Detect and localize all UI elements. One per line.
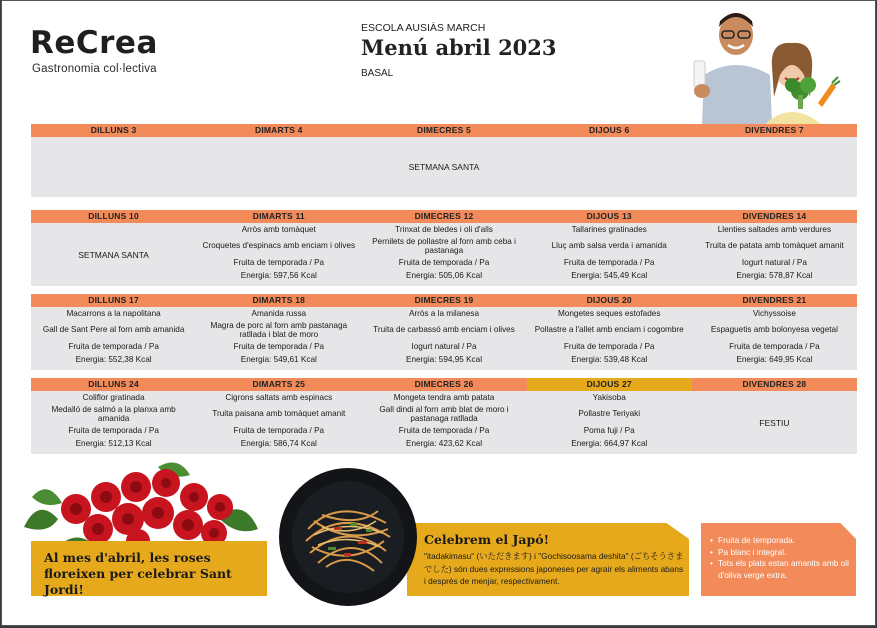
energy-value: Energia: 512,13 Kcal [75, 439, 152, 449]
day-header: DIVENDRES 28 [692, 378, 857, 391]
day-header: DIMECRES 26 [361, 378, 526, 391]
week-1-day-headers [31, 124, 857, 137]
day-header: DIMARTS 25 [196, 378, 361, 391]
first-course: Arròs a la milanesa [408, 308, 480, 318]
week-1-body [31, 137, 857, 197]
diet-label: BASAL [361, 68, 394, 79]
first-course: Tallarines gratinades [571, 224, 647, 234]
second-course: Truita de carbassó amb enciam i olives [373, 325, 515, 335]
second-course: Pollastre Teriyaki [578, 409, 641, 419]
week-3-day-headers [31, 294, 857, 307]
week-3 [31, 294, 857, 370]
week-2-body [31, 223, 857, 286]
week-4-body [31, 391, 857, 454]
second-course: Truita paisana amb tomàquet amanit [212, 409, 346, 419]
second-course: Espaguetis amb bolonyesa vegetal [710, 325, 838, 335]
first-course: Mongetes seques estofades [558, 308, 661, 318]
dessert: Fruita de temporada / Pa [398, 257, 490, 267]
second-course: Lluç amb salsa verda i amanida [551, 241, 667, 251]
energy-value: Energia: 578,87 Kcal [736, 271, 813, 281]
week-1 [31, 124, 857, 197]
second-course: Pernilets de pollastre al forn amb ceba i pastanaga [372, 236, 516, 255]
day-header: DILLUNS 10 [31, 210, 196, 223]
second-course: Pollastre a l'allet amb enciam i cogombre [534, 325, 684, 335]
day-cell [527, 391, 692, 454]
day-cell [527, 223, 692, 286]
day-header: DIMECRES 12 [361, 210, 526, 223]
second-course: Magra de porc al forn amb pastanaga ratllada i blat de moro [210, 320, 348, 339]
brand-logo: ReCrea [30, 25, 158, 61]
dessert: Iogurt natural / Pa [741, 257, 807, 267]
week-4 [31, 378, 857, 454]
day-header: DIMARTS 11 [196, 210, 361, 223]
day-header: DIMECRES 19 [361, 294, 526, 307]
first-course: Macarrons a la napolitana [66, 308, 161, 318]
first-course: Coliflor gratinada [82, 392, 145, 402]
first-course: Cigrons saltats amb espinacs [225, 392, 333, 402]
day-cell [196, 307, 361, 370]
dessert: Fruita de temporada / Pa [233, 341, 325, 351]
note-item: • Tots els plats estan amanits amb oli d'oliva verge extra. [710, 558, 850, 581]
dessert: Fruita de temporada / Pa [68, 425, 159, 435]
day-header: DIJOUS 13 [527, 210, 692, 223]
energy-value: Energia: 552,38 Kcal [75, 355, 152, 365]
day-cell [31, 223, 196, 286]
sant-jordi-text: Al mes d'abril, les roses floreixen per celebrar Sant Jordi! [44, 550, 232, 597]
day-header-highlighted: DIJOUS 27 [527, 378, 692, 391]
first-course: Arròs amb tomàquet [241, 224, 316, 234]
day-header: DIMECRES 5 [361, 124, 526, 137]
dessert: Fruita de temporada / Pa [233, 257, 325, 267]
day-cell [692, 223, 857, 286]
day-header: DIVENDRES 14 [692, 210, 857, 223]
day-cell [692, 391, 857, 454]
first-course: Amanida russa [251, 308, 307, 318]
dessert: Fruita de temporada / Pa [729, 341, 820, 351]
week-2 [31, 210, 857, 286]
dessert: Iogurt natural / Pa [411, 341, 477, 351]
day-header: DIVENDRES 21 [692, 294, 857, 307]
energy-value: Energia: 423,62 Kcal [406, 439, 483, 449]
day-cell [361, 223, 526, 286]
dessert: Fruita de temporada / Pa [398, 425, 490, 435]
second-course: Gall de Sant Pere al forn amb amanida [42, 325, 185, 335]
dessert: Fruita de temporada / Pa [68, 341, 159, 351]
first-course: Llenties saltades amb verdures [717, 224, 832, 234]
day-cell [196, 391, 361, 454]
menu-page [1, 0, 876, 626]
day-header: DIMARTS 4 [196, 124, 361, 137]
japan-title: Celebrem el Japó! [424, 532, 550, 547]
dessert: Poma fuji / Pa [583, 425, 635, 435]
week-2-day-headers [31, 210, 857, 223]
energy-value: Energia: 664,97 Kcal [571, 439, 648, 449]
page-title: Menú abril 2023 [361, 35, 557, 60]
energy-value: Energia: 545,49 Kcal [571, 271, 648, 281]
day-cell [31, 391, 196, 454]
energy-value: Energia: 594,95 Kcal [406, 355, 483, 365]
holiday-message: SETMANA SANTA [78, 250, 149, 260]
children-photo [682, 5, 852, 125]
day-cell [527, 307, 692, 370]
day-header: DIJOUS 6 [527, 124, 692, 137]
japan-text: "itadakimasu" (いただきます) i "Gochisoosama deshita" (ごちそうさまでした) són dues expressions japoneses per agrair els aliments abans i després de menjar, respectivament. [424, 551, 684, 586]
second-course: Gall dindi al forn amb blat de moro i pastanaga ratllada [379, 404, 509, 423]
notes-list [710, 535, 850, 581]
day-cell [31, 307, 196, 370]
day-cell [692, 307, 857, 370]
day-cell [361, 307, 526, 370]
energy-value: Energia: 586,74 Kcal [240, 439, 317, 449]
day-header: DIVENDRES 7 [692, 124, 857, 137]
dessert: Fruita de temporada / Pa [563, 341, 655, 351]
brand-tagline: Gastronomia col·lectiva [32, 63, 157, 75]
energy-value: Energia: 505,06 Kcal [406, 271, 483, 281]
yakisoba-plate-image [278, 467, 418, 607]
holiday-message: SETMANA SANTA [408, 162, 480, 172]
day-cell [361, 391, 526, 454]
energy-value: Energia: 597,56 Kcal [240, 271, 317, 281]
energy-value: Energia: 539,48 Kcal [571, 355, 648, 365]
day-cell [196, 223, 361, 286]
first-course: Mongeta tendra amb patata [393, 392, 495, 402]
note-item: • Fruita de temporada. [710, 535, 850, 547]
day-header: DILLUNS 24 [31, 378, 196, 391]
week-3-body [31, 307, 857, 370]
first-course: Trinxat de bledes i oli d'alls [395, 224, 493, 234]
energy-value: Energia: 649,95 Kcal [736, 355, 813, 365]
second-course: Truita de patata amb tomàquet amanit [705, 241, 844, 251]
first-course: Yakisoba [592, 392, 626, 402]
dessert: Fruita de temporada / Pa [563, 257, 655, 267]
school-name: ESCOLA AUSIÀS MARCH [361, 22, 486, 34]
roses-image [18, 457, 262, 553]
dessert: Fruita de temporada / Pa [233, 425, 325, 435]
day-header: DIMARTS 18 [196, 294, 361, 307]
second-course: Croquetes d'espinacs amb enciam i olives [202, 241, 356, 251]
week-4-day-headers [31, 378, 857, 391]
first-course: Vichyssoise [752, 308, 796, 318]
energy-value: Energia: 549,61 Kcal [240, 355, 317, 365]
day-header: DILLUNS 3 [31, 124, 196, 137]
note-item: • Pa blanc i integral. [710, 547, 850, 559]
second-course: Medalló de salmó a la planxa amb amanida [51, 404, 176, 423]
day-header: DIJOUS 20 [527, 294, 692, 307]
holiday-message: FESTIU [759, 418, 790, 428]
day-header: DILLUNS 17 [31, 294, 196, 307]
